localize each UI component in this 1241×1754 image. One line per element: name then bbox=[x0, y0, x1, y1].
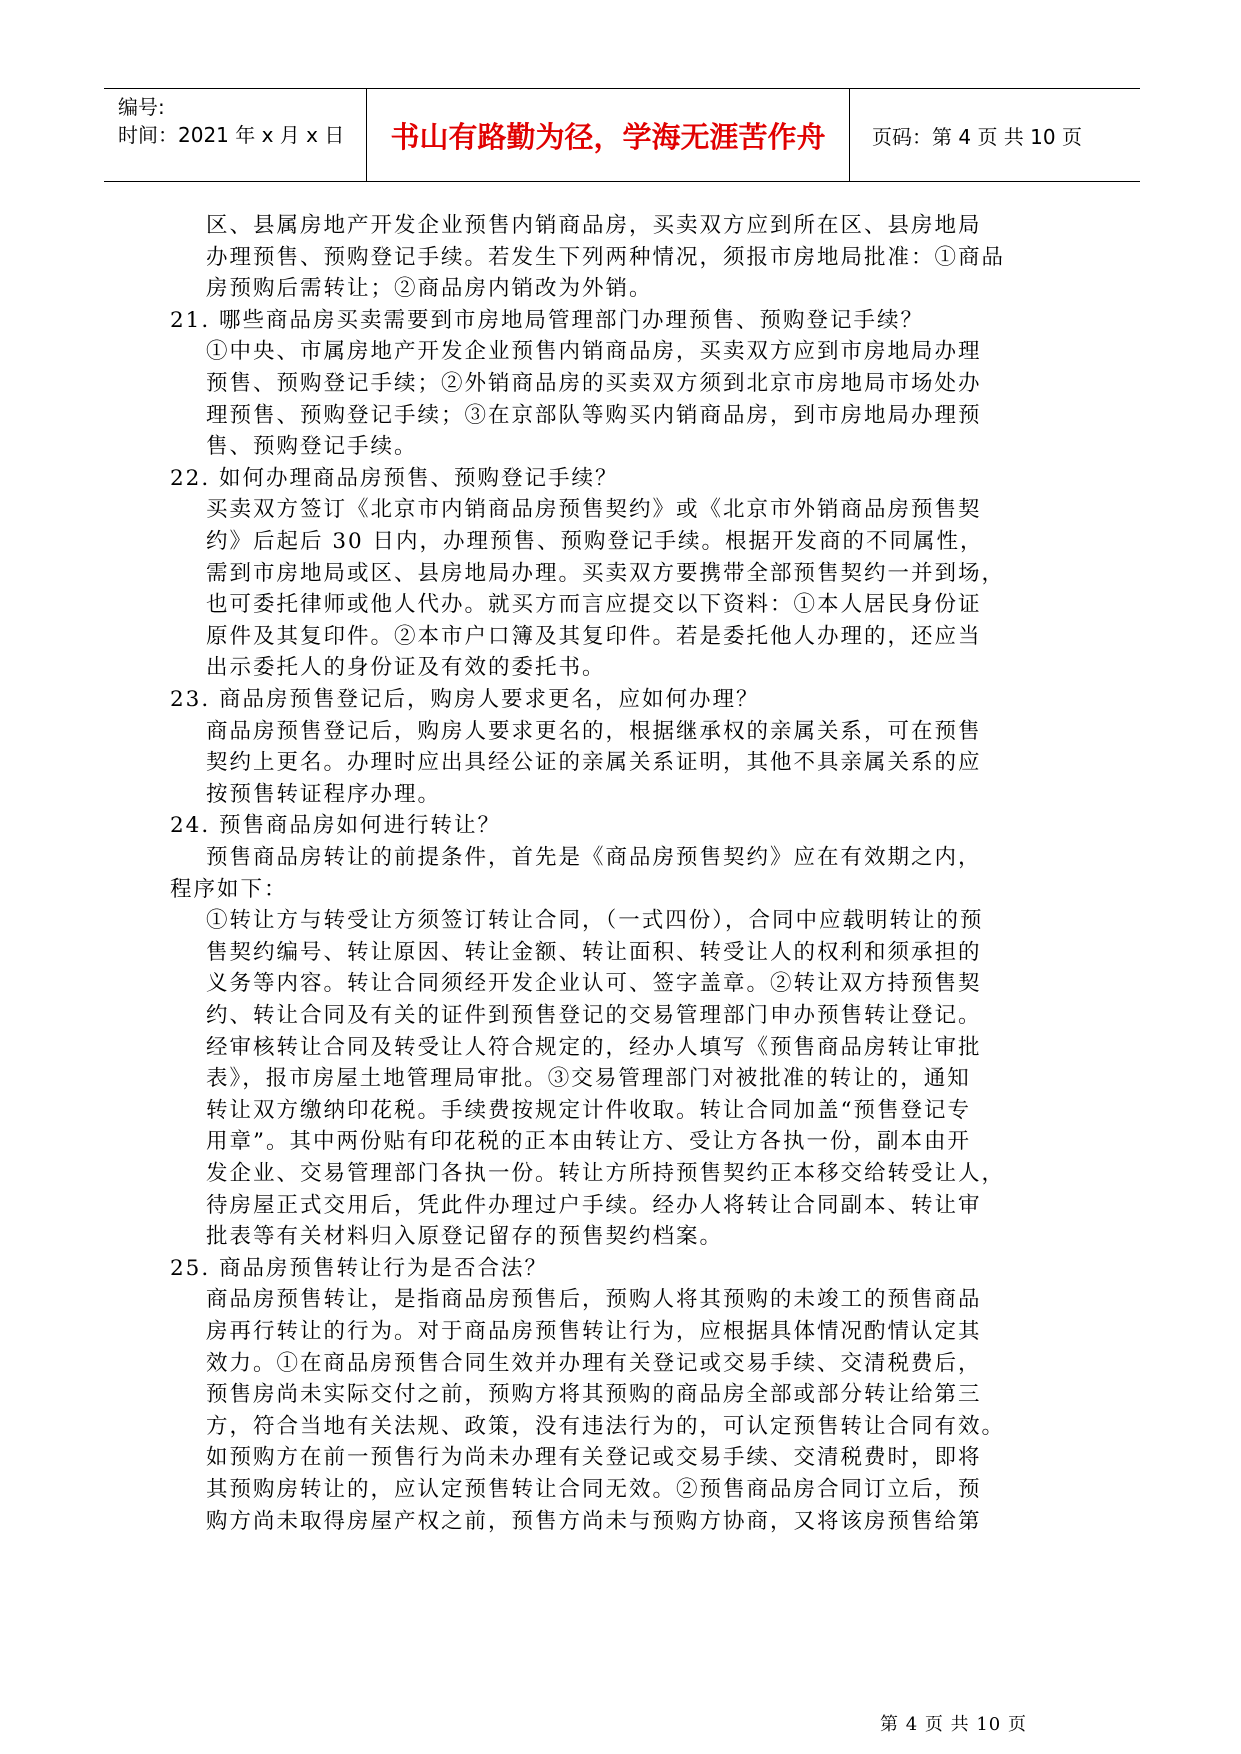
text-line: 契约上更名。办理时应出具经公证的亲属关系证明，其他不具亲属关系的应 bbox=[206, 750, 982, 776]
text-line: 约、转让合同及有关的证件到预售登记的交易管理部门申办预售转让登记。 bbox=[206, 1003, 982, 1028]
text-line: 其预购房转让的，应认定预售转让合同无效。②预售商品房合同订立后，预 bbox=[206, 1477, 982, 1502]
text-line: 义务等内容。转让合同须经开发企业认可、签字盖章。②转让双方持预售契 bbox=[206, 971, 982, 997]
text-line: 方，符合当地有关法规、政策，没有违法行为的，可认定预售转让合同有效。 bbox=[206, 1413, 1006, 1439]
text-line: 原件及其复印件。②本市户口簿及其复印件。若是委托他人办理的，还应当 bbox=[206, 623, 982, 649]
text-line: ①转让方与转受让方须签订转让合同，（一式四份），合同中应载明转让的预 bbox=[206, 908, 984, 934]
text-line: 经审核转让合同及转受让人符合规定的，经办人填写《预售商品房转让审批 bbox=[206, 1034, 982, 1060]
text-line: 约》后起后 30 日内，办理预售、预购登记手续。根据开发商的不同属性， bbox=[206, 529, 984, 554]
text-line: 办理预售、预购登记手续。若发生下列两种情况，须报市房地局批准：①商品 bbox=[206, 244, 1006, 270]
document-time-label: 时间：2021 年 x 月 x 日 bbox=[118, 123, 345, 147]
text-line: 用章”。其中两份贴有印花税的正本由转让方、受让方各执一份，副本由开 bbox=[206, 1129, 971, 1155]
text-line: 预售房尚未实际交付之前，预购方将其预购的商品房全部或部分转让给第三 bbox=[206, 1382, 982, 1408]
text-line: 23. 商品房预售登记后，购房人要求更名，应如何办理？ bbox=[170, 687, 760, 712]
text-line: 按预售转证程序办理。 bbox=[206, 781, 442, 807]
header-meta bbox=[118, 93, 344, 149]
text-line: 出示委托人的身份证及有效的委托书。 bbox=[206, 655, 606, 681]
text-line: 25. 商品房预售转让行为是否合法？ bbox=[170, 1255, 549, 1281]
text-line: 也可委托律师或他人代办。就买方而言应提交以下资料：①本人居民身份证 bbox=[206, 592, 982, 618]
text-line: 待房屋正式交用后，凭此件办理过户手续。经办人将转让合同副本、转让审 bbox=[206, 1192, 982, 1218]
text-line: 买卖双方签订《北京市内销商品房预售契约》或《北京市外销商品房预售契 bbox=[206, 497, 982, 523]
header-motto: 书山有路勤为径，学海无涯苦作舟 bbox=[366, 89, 850, 181]
text-line: 程序如下： bbox=[170, 876, 288, 902]
text-line: 理预售、预购登记手续；③在京部队等购买内销商品房，到市房地局办理预 bbox=[206, 402, 982, 428]
text-line: 商品房预售登记后，购房人要求更名的，根据继承权的亲属关系，可在预售 bbox=[206, 718, 982, 744]
text-line: 转让双方缴纳印花税。手续费按规定计件收取。转让合同加盖“预售登记专 bbox=[206, 1097, 971, 1123]
text-line: 21. 哪些商品房买卖需要到市房地局管理部门办理预售、预购登记手续？ bbox=[170, 307, 925, 333]
text-line: 售、预购登记手续。 bbox=[206, 434, 418, 460]
text-line: 效力。①在商品房预售合同生效并办理有关登记或交易手续、交清税费后， bbox=[206, 1350, 982, 1376]
header-page-number: 页码：第 4 页 共 10 页 bbox=[872, 124, 1082, 149]
text-line: 表》，报市房屋土地管理局审批。③交易管理部门对被批准的转让的，通知 bbox=[206, 1066, 971, 1092]
text-line: 需到市房地局或区、县房地局办理。买卖双方要携带全部预售契约一并到场， bbox=[206, 560, 1006, 586]
text-line: 区、县属房地产开发企业预售内销商品房，买卖双方应到所在区、县房地局 bbox=[206, 213, 982, 238]
text-line: 批表等有关材料归入原登记留存的预售契约档案。 bbox=[206, 1224, 724, 1250]
text-line: 预售、预购登记手续；②外销商品房的买卖双方须到北京市房地局市场处办 bbox=[206, 371, 982, 396]
document-number-label: 编号: bbox=[118, 95, 165, 119]
text-line: 购方尚未取得房屋产权之前，预售方尚未与预购方协商，又将该房预售给第 bbox=[206, 1508, 982, 1534]
text-line: 房预购后需转让；②商品房内销改为外销。 bbox=[206, 276, 653, 302]
page-header bbox=[104, 88, 1140, 182]
text-line: 24. 预售商品房如何进行转让？ bbox=[170, 813, 502, 839]
text-line: 房再行转让的行为。对于商品房预售转让行为，应根据具体情况酌情认定其 bbox=[206, 1319, 982, 1344]
text-line: 发企业、交易管理部门各执一份。转让方所持预售契约正本移交给转受让人， bbox=[206, 1161, 1006, 1186]
text-line: 22. 如何办理商品房预售、预购登记手续？ bbox=[170, 465, 619, 491]
text-line: 商品房预售转让，是指商品房预售后，预购人将其预购的未竣工的预售商品 bbox=[206, 1287, 982, 1313]
page-footer: 第 4 页 共 10 页 bbox=[880, 1714, 1027, 1735]
text-line: ①中央、市属房地产开发企业预售内销商品房，买卖双方应到市房地局办理 bbox=[206, 339, 982, 365]
text-line: 售契约编号、转让原因、转让金额、转让面积、转受让人的权利和须承担的 bbox=[206, 939, 982, 965]
text-line: 预售商品房转让的前提条件，首先是《商品房预售契约》应在有效期之内， bbox=[206, 845, 982, 870]
text-line: 如预购方在前一预售行为尚未办理有关登记或交易手续、交清税费时，即将 bbox=[206, 1445, 982, 1471]
